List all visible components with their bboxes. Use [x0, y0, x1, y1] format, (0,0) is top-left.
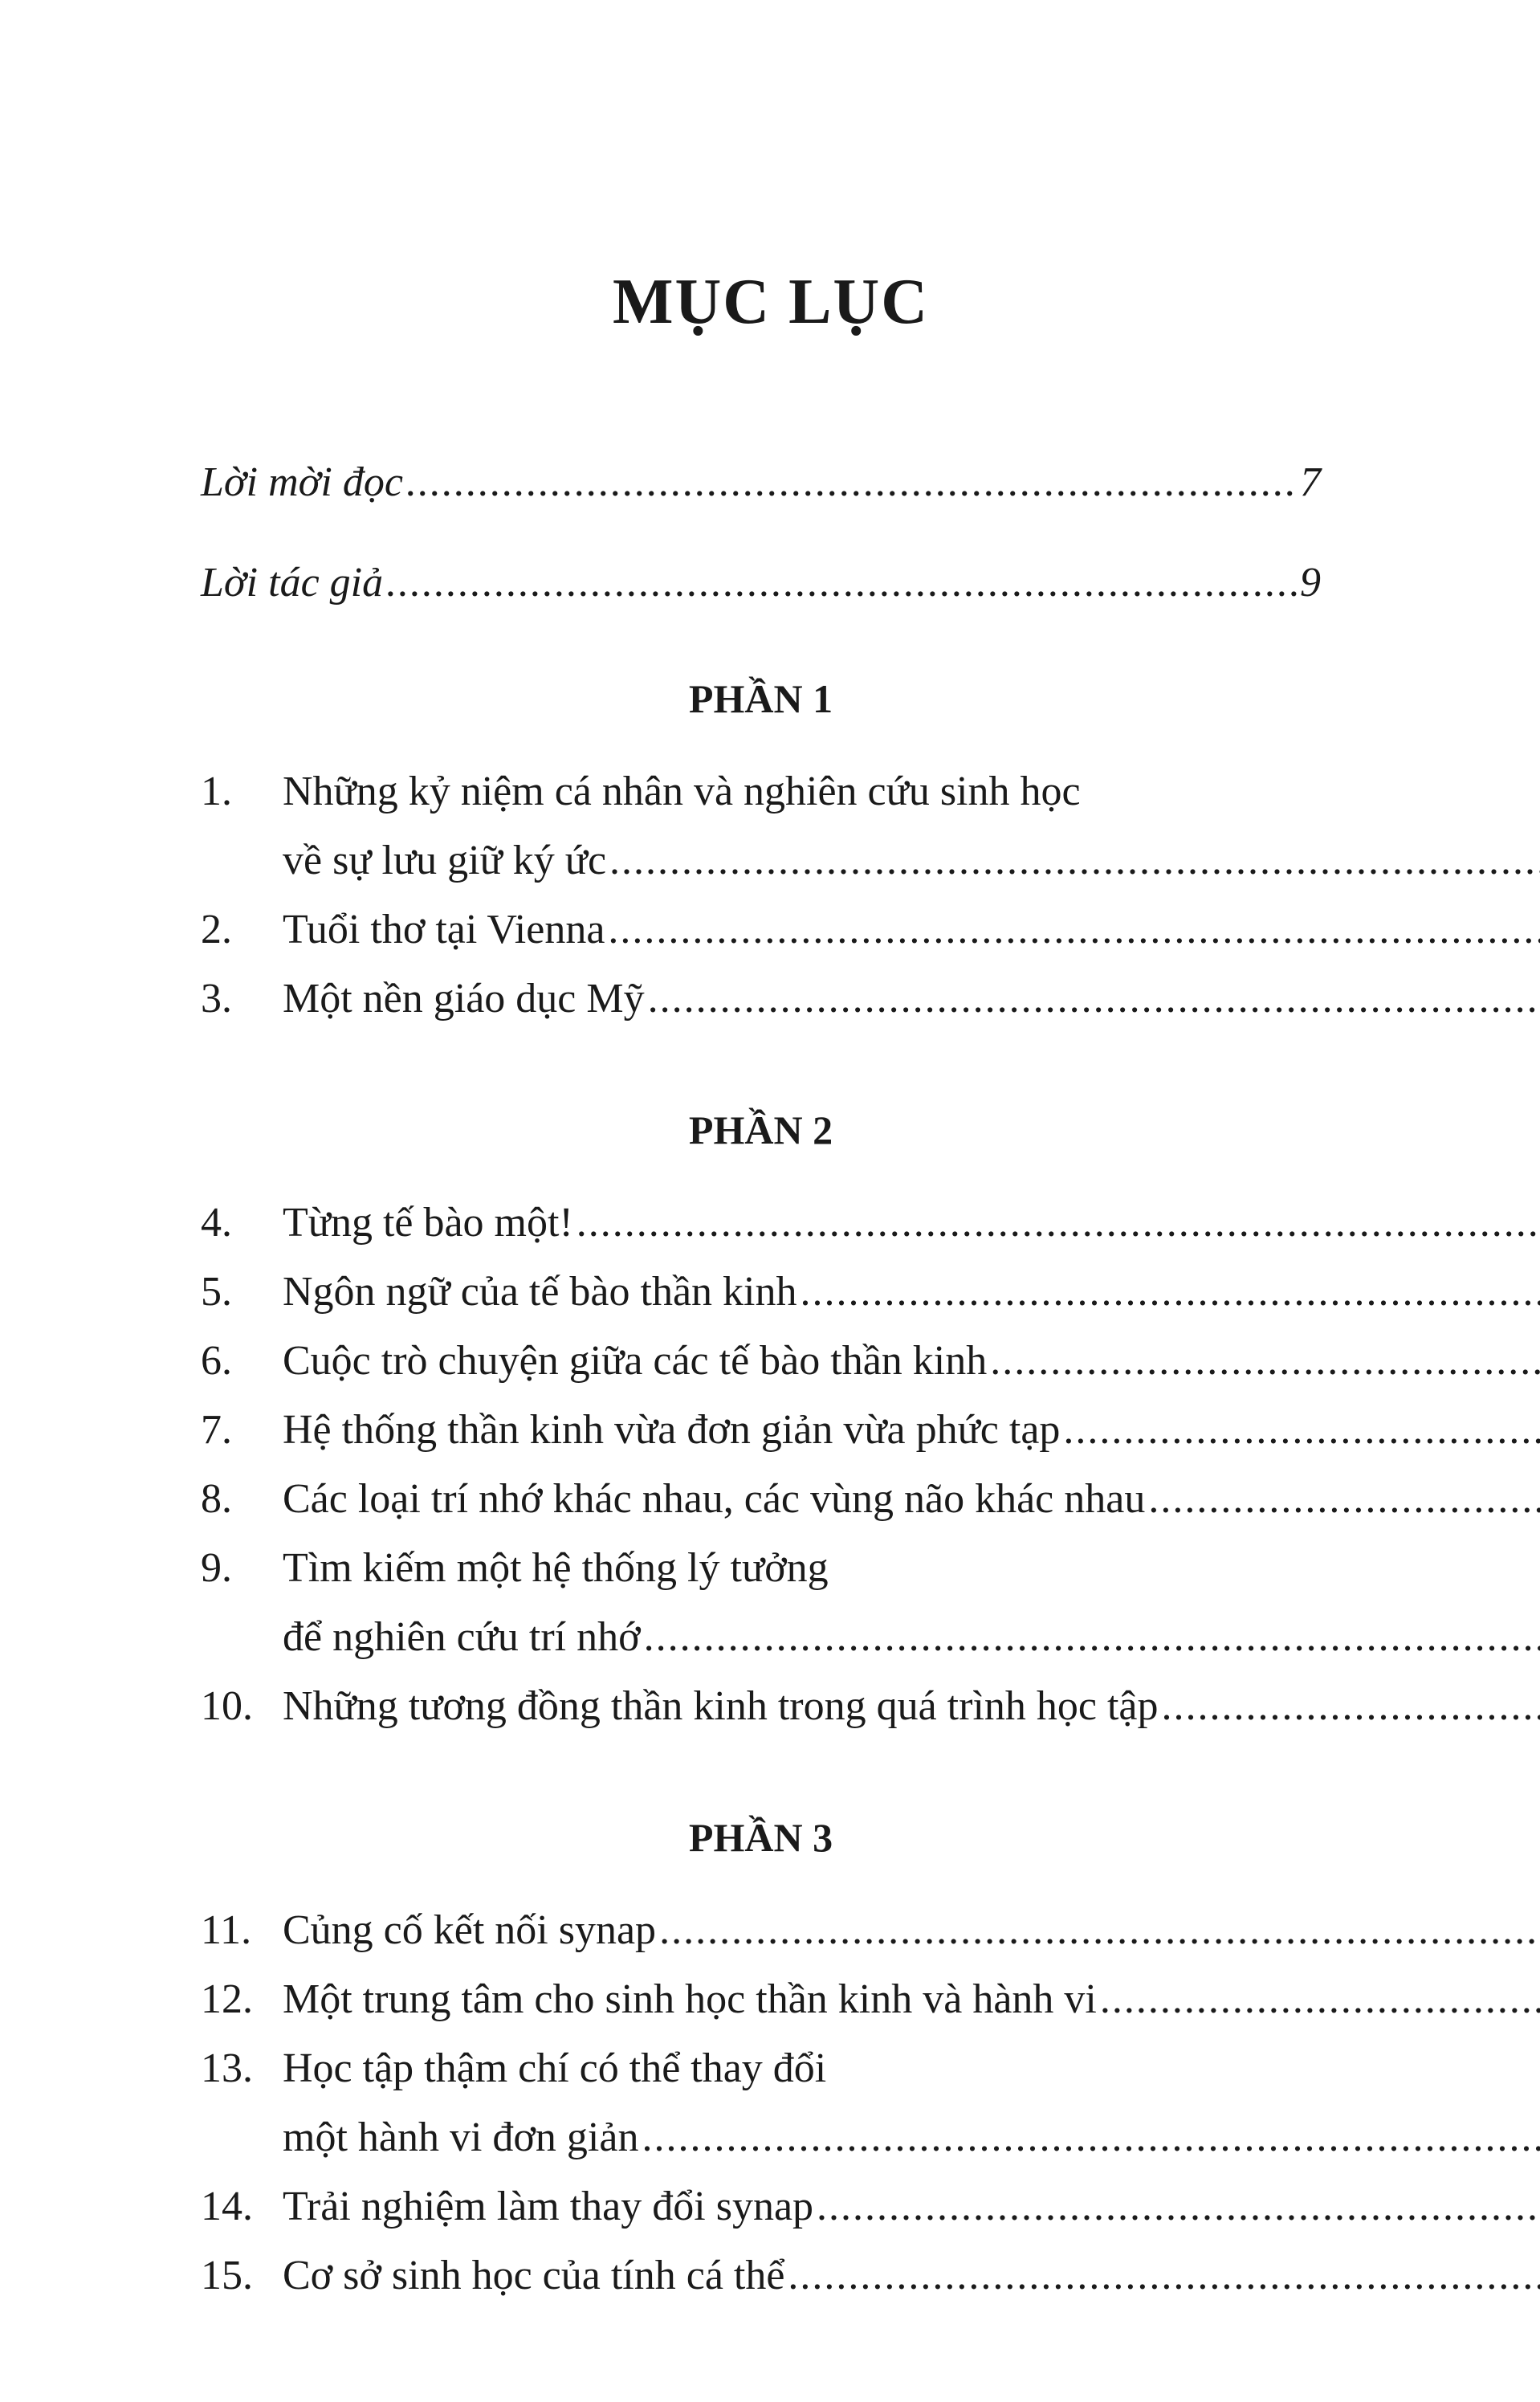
entry-line [283, 2103, 1540, 2172]
entry-number: 11. [201, 1907, 252, 1953]
toc-entry [201, 2241, 1321, 2310]
entry-number: 1. [201, 769, 232, 814]
front-matter-label: Lời mời đọc [201, 459, 403, 505]
entry-line [283, 895, 1540, 964]
entry-title: Tìm kiếm một hệ thống lý tưởng [283, 1545, 829, 1591]
toc-parts [201, 676, 1321, 2310]
entry-number: 4. [201, 1200, 232, 1246]
entry-body [283, 1396, 1540, 1465]
entry-line [283, 1534, 1540, 1603]
entry-body [283, 2172, 1540, 2241]
entry-title: Một nền giáo dục Mỹ [283, 976, 645, 1022]
toc-page [201, 0, 1341, 2402]
toc-entry [201, 2172, 1321, 2241]
dot-leader [1148, 1465, 1540, 1534]
dot-leader [800, 1258, 1540, 1327]
toc-entry [201, 1189, 1321, 1258]
dot-leader [386, 562, 1297, 604]
entry-body [283, 1672, 1540, 1741]
toc-entry [201, 1327, 1321, 1396]
entry-body [283, 964, 1540, 1034]
entry-body [283, 1258, 1540, 1327]
entry-body [283, 1189, 1540, 1258]
entry-title: Những kỷ niệm cá nhân và nghiên cứu sinh học [283, 769, 1081, 814]
entry-number: 2. [201, 907, 232, 952]
front-matter-list [201, 459, 1321, 663]
entry-body [283, 1896, 1540, 1965]
dot-leader [608, 895, 1540, 964]
page-title: MỤC LỤC [613, 267, 929, 337]
toc-entry [201, 1258, 1321, 1327]
dot-leader [576, 1189, 1540, 1258]
dot-leader [659, 1896, 1540, 1965]
entry-body [283, 1327, 1540, 1396]
entry-number: 12. [201, 1976, 253, 2022]
entry-title: Hệ thống thần kinh vừa đơn giản vừa phức tạp [283, 1407, 1061, 1453]
front-matter-item [201, 562, 1321, 663]
entry-line [283, 1965, 1540, 2034]
dot-leader [990, 1327, 1540, 1396]
entry-title: Một trung tâm cho sinh học thần kinh và hành vi [283, 1976, 1097, 2022]
entry-body [283, 2034, 1540, 2172]
entry-body [283, 2241, 1540, 2310]
entry-number: 10. [201, 1683, 253, 1729]
entry-line [283, 1396, 1540, 1465]
entry-title: Ngôn ngữ của tế bào thần kinh [283, 1269, 797, 1315]
toc-part [201, 1817, 1321, 2310]
entry-body [283, 895, 1540, 964]
entry-title: Tuổi thơ tại Vienna [283, 907, 605, 952]
toc-entry [201, 1465, 1321, 1534]
part-heading: PHẦN 3 [688, 1815, 833, 1860]
dot-leader [642, 2103, 1540, 2172]
entry-body [283, 1465, 1540, 1534]
dot-leader [644, 1603, 1540, 1672]
toc-entry [201, 895, 1321, 964]
entry-line [283, 1327, 1540, 1396]
toc-entry [201, 1965, 1321, 2034]
entry-body [283, 757, 1540, 895]
entry-number: 9. [201, 1545, 232, 1591]
entry-body [283, 1534, 1540, 1672]
entry-title: Cơ sở sinh học của tính cá thể [283, 2253, 785, 2298]
entry-line [283, 1672, 1540, 1741]
entry-number: 13. [201, 2045, 253, 2091]
toc-entry [201, 1896, 1321, 1965]
entry-line [283, 2172, 1540, 2241]
entry-title: về sự lưu giữ ký ức [283, 838, 607, 883]
entry-line [283, 757, 1540, 826]
dot-leader [788, 2241, 1540, 2310]
entry-line [283, 1189, 1540, 1258]
entry-line [283, 1258, 1540, 1327]
entry-number: 6. [201, 1338, 232, 1384]
part-spacer [201, 1034, 1321, 1110]
entry-line [283, 1465, 1540, 1534]
entry-number: 15. [201, 2253, 253, 2298]
entry-line [283, 964, 1540, 1034]
entry-title: một hành vi đơn giản [283, 2114, 639, 2160]
dot-leader [817, 2172, 1540, 2241]
dot-leader [1063, 1396, 1540, 1465]
front-matter-label: Lời tác giả [201, 560, 384, 606]
toc-entry [201, 1534, 1321, 1672]
entry-line [283, 1603, 1540, 1672]
entry-number: 5. [201, 1269, 232, 1315]
dot-leader [1162, 1672, 1540, 1741]
entry-line [283, 1896, 1540, 1965]
toc-entry [201, 1396, 1321, 1465]
front-matter-page: 9 [1300, 560, 1321, 606]
entry-line [283, 826, 1540, 895]
entry-title: Những tương đồng thần kinh trong quá trình học tập [283, 1683, 1159, 1729]
entry-title: Trải nghiệm làm thay đổi synap [283, 2184, 814, 2229]
entry-number: 3. [201, 976, 232, 1022]
toc-part [201, 1107, 1321, 1741]
entry-title: Học tập thậm chí có thể thay đổi [283, 2045, 827, 2091]
entry-number: 8. [201, 1476, 232, 1522]
entry-number: 14. [201, 2184, 253, 2229]
entry-title: Củng cố kết nối synap [283, 1907, 657, 1953]
part-heading: PHẦN 1 [688, 676, 833, 721]
front-matter-item [201, 459, 1321, 562]
entry-line [283, 2241, 1540, 2310]
toc-entry [201, 2034, 1321, 2172]
toc-entry [201, 964, 1321, 1034]
entry-body [283, 1965, 1540, 2034]
entry-title: Từng tế bào một! [283, 1200, 573, 1246]
entry-line [283, 2034, 1540, 2103]
dot-leader [648, 964, 1540, 1034]
toc-part [201, 676, 1321, 1034]
dot-leader [609, 826, 1540, 895]
entry-number: 7. [201, 1407, 232, 1453]
part-heading: PHẦN 2 [688, 1107, 833, 1152]
entry-title: để nghiên cứu trí nhớ [283, 1614, 641, 1660]
toc-entry [201, 1672, 1321, 1741]
front-matter-page: 7 [1300, 459, 1321, 505]
dot-leader [1100, 1965, 1540, 2034]
part-spacer [201, 1741, 1321, 1817]
dot-leader [406, 462, 1297, 504]
entry-title: Cuộc trò chuyện giữa các tế bào thần kinh [283, 1338, 988, 1384]
toc-entry [201, 757, 1321, 895]
entry-title: Các loại trí nhớ khác nhau, các vùng não khác nhau [283, 1476, 1146, 1522]
